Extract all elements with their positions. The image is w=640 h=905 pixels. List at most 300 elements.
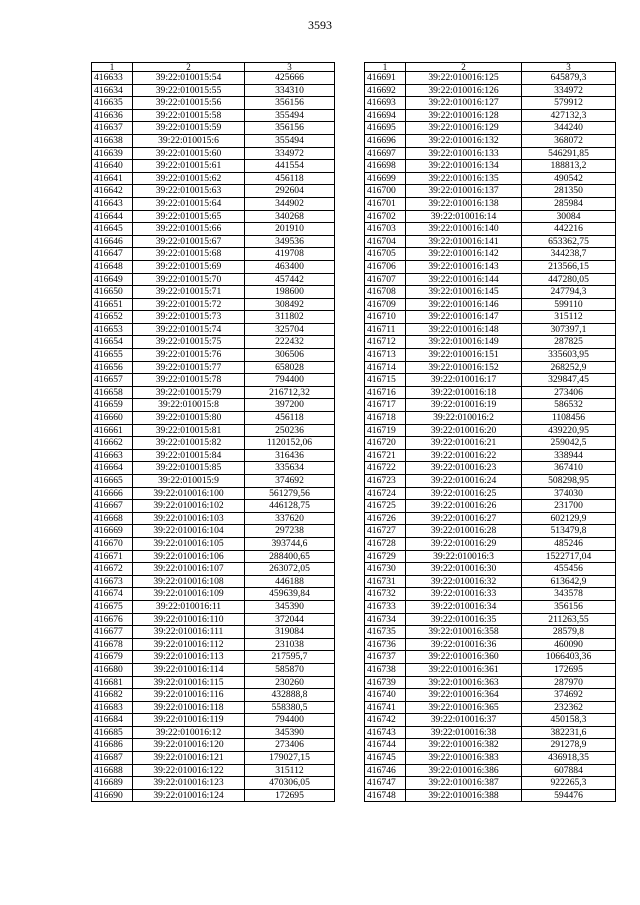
table-row: [365, 676, 616, 689]
row-number-cell: 416635: [92, 97, 133, 110]
row-number-cell: 416702: [365, 210, 406, 223]
table-row: [365, 500, 616, 513]
table-body-left: [92, 72, 335, 802]
row-number-cell: 416732: [365, 588, 406, 601]
table-row: [365, 122, 616, 135]
value-cell: 1120152,06: [245, 437, 335, 450]
cadastral-number-cell: 39:22:010016:125: [406, 72, 522, 85]
cadastral-number-cell: 39:22:010016:27: [406, 512, 522, 525]
cadastral-number-cell: 39:22:010015:75: [133, 336, 245, 349]
cadastral-number-cell: 39:22:010016:110: [133, 613, 245, 626]
table-row: [92, 197, 335, 210]
column-header-3: 3: [522, 63, 616, 72]
cadastral-number-cell: 39:22:010016:12: [133, 726, 245, 739]
value-cell: 546291,85: [522, 147, 616, 160]
value-cell: 315112: [522, 311, 616, 324]
value-cell: 427132,3: [522, 109, 616, 122]
table-row: [92, 311, 335, 324]
table-row: [365, 323, 616, 336]
row-number-cell: 416691: [365, 72, 406, 85]
value-cell: 268252,9: [522, 361, 616, 374]
table-row: [92, 638, 335, 651]
row-number-cell: 416699: [365, 172, 406, 185]
row-number-cell: 416707: [365, 273, 406, 286]
value-cell: 561279,56: [245, 487, 335, 500]
row-number-cell: 416716: [365, 386, 406, 399]
row-number-cell: 416717: [365, 399, 406, 412]
table-row: [92, 84, 335, 97]
value-cell: 456118: [245, 172, 335, 185]
cadastral-number-cell: 39:22:010016:358: [406, 626, 522, 639]
value-cell: 470306,05: [245, 777, 335, 790]
value-cell: 325704: [245, 323, 335, 336]
cadastral-number-cell: 39:22:010016:24: [406, 475, 522, 488]
table-row: [365, 172, 616, 185]
table-row: [92, 777, 335, 790]
table-row: [365, 600, 616, 613]
table-row: [365, 311, 616, 324]
row-number-cell: 416688: [92, 764, 133, 777]
row-number-cell: 416721: [365, 449, 406, 462]
cadastral-number-cell: 39:22:010015:69: [133, 260, 245, 273]
row-number-cell: 416643: [92, 197, 133, 210]
row-number-cell: 416667: [92, 500, 133, 513]
cadastral-number-cell: 39:22:010016:19: [406, 399, 522, 412]
value-cell: 446188: [245, 575, 335, 588]
value-cell: 335634: [245, 462, 335, 475]
cadastral-number-cell: 39:22:010016:38: [406, 726, 522, 739]
row-number-cell: 416657: [92, 374, 133, 387]
value-cell: 201910: [245, 223, 335, 236]
cadastral-number-cell: 39:22:010015:68: [133, 248, 245, 261]
table-row: [365, 689, 616, 702]
cadastral-number-cell: 39:22:010016:138: [406, 197, 522, 210]
row-number-cell: 416661: [92, 424, 133, 437]
table-row: [92, 500, 335, 513]
table-row: [92, 424, 335, 437]
table-row: [92, 248, 335, 261]
cadastral-number-cell: 39:22:010016:120: [133, 739, 245, 752]
table-row: [365, 487, 616, 500]
row-number-cell: 416712: [365, 336, 406, 349]
cadastral-number-cell: 39:22:010016:34: [406, 600, 522, 613]
table-row: [92, 752, 335, 765]
row-number-cell: 416686: [92, 739, 133, 752]
row-number-cell: 416728: [365, 537, 406, 550]
cadastral-number-cell: 39:22:010016:129: [406, 122, 522, 135]
cadastral-number-cell: 39:22:010016:17: [406, 374, 522, 387]
row-number-cell: 416740: [365, 689, 406, 702]
row-number-cell: 416663: [92, 449, 133, 462]
row-number-cell: 416701: [365, 197, 406, 210]
row-number-cell: 416736: [365, 638, 406, 651]
cadastral-number-cell: 39:22:010016:111: [133, 626, 245, 639]
row-number-cell: 416654: [92, 336, 133, 349]
table-row: [92, 588, 335, 601]
table-row: [92, 651, 335, 664]
cadastral-number-cell: 39:22:010016:108: [133, 575, 245, 588]
table-row: [92, 235, 335, 248]
row-number-cell: 416674: [92, 588, 133, 601]
cadastral-number-cell: 39:22:010016:151: [406, 349, 522, 362]
value-cell: 446128,75: [245, 500, 335, 513]
row-number-cell: 416727: [365, 525, 406, 538]
value-cell: 794400: [245, 374, 335, 387]
table-row: [92, 626, 335, 639]
cadastral-number-cell: 39:22:010015:55: [133, 84, 245, 97]
value-cell: 374030: [522, 487, 616, 500]
value-cell: 1108456: [522, 412, 616, 425]
cadastral-number-cell: 39:22:010016:127: [406, 97, 522, 110]
table-row: [92, 72, 335, 85]
cadastral-number-cell: 39:22:010016:109: [133, 588, 245, 601]
value-cell: 263072,05: [245, 563, 335, 576]
cadastral-number-cell: 39:22:010016:30: [406, 563, 522, 576]
cadastral-number-cell: 39:22:010015:76: [133, 349, 245, 362]
cadastral-number-cell: 39:22:010016:143: [406, 260, 522, 273]
value-cell: 442216: [522, 223, 616, 236]
table-row: [92, 563, 335, 576]
value-cell: 436918,35: [522, 752, 616, 765]
row-number-cell: 416693: [365, 97, 406, 110]
cadastral-number-cell: 39:22:010015:79: [133, 386, 245, 399]
value-cell: 922265,3: [522, 777, 616, 790]
table-row: [365, 210, 616, 223]
value-cell: 250236: [245, 424, 335, 437]
table-row: [365, 336, 616, 349]
value-cell: 344902: [245, 197, 335, 210]
cadastral-number-cell: 39:22:010016:126: [406, 84, 522, 97]
cadastral-number-cell: 39:22:010016:133: [406, 147, 522, 160]
value-cell: 393744,6: [245, 537, 335, 550]
table-row: [92, 336, 335, 349]
cadastral-number-cell: 39:22:010016:140: [406, 223, 522, 236]
row-number-cell: 416664: [92, 462, 133, 475]
value-cell: 558380,5: [245, 701, 335, 714]
table-row: [365, 374, 616, 387]
cadastral-number-cell: 39:22:010016:363: [406, 676, 522, 689]
cadastral-number-cell: 39:22:010016:146: [406, 298, 522, 311]
row-number-cell: 416671: [92, 550, 133, 563]
row-number-cell: 416692: [365, 84, 406, 97]
table-row: [92, 701, 335, 714]
column-header-1: 1: [92, 63, 133, 72]
value-cell: 259042,5: [522, 437, 616, 450]
cadastral-number-cell: 39:22:010015:61: [133, 160, 245, 173]
cadastral-number-cell: 39:22:010016:387: [406, 777, 522, 790]
value-cell: 658028: [245, 361, 335, 374]
table-row: [92, 134, 335, 147]
cadastral-number-cell: 39:22:010016:28: [406, 525, 522, 538]
value-cell: 356156: [522, 600, 616, 613]
value-cell: 337620: [245, 512, 335, 525]
row-number-cell: 416729: [365, 550, 406, 563]
value-cell: 345390: [245, 600, 335, 613]
value-cell: 30084: [522, 210, 616, 223]
value-cell: 198600: [245, 286, 335, 299]
table-row: [92, 273, 335, 286]
page-number: 3593: [308, 18, 332, 32]
row-number-cell: 416697: [365, 147, 406, 160]
row-number-cell: 416648: [92, 260, 133, 273]
table-row: [365, 789, 616, 802]
row-number-cell: 416714: [365, 361, 406, 374]
row-number-cell: 416670: [92, 537, 133, 550]
column-header-2: 2: [406, 63, 522, 72]
value-cell: 355494: [245, 134, 335, 147]
table-row: [365, 512, 616, 525]
row-number-cell: 416641: [92, 172, 133, 185]
row-number-cell: 416642: [92, 185, 133, 198]
row-number-cell: 416708: [365, 286, 406, 299]
value-cell: 459639,84: [245, 588, 335, 601]
row-number-cell: 416694: [365, 109, 406, 122]
row-number-cell: 416695: [365, 122, 406, 135]
value-cell: 419708: [245, 248, 335, 261]
cadastral-number-cell: 39:22:010016:106: [133, 550, 245, 563]
table-row: [365, 386, 616, 399]
table-row: [92, 97, 335, 110]
table-row: [92, 286, 335, 299]
row-number-cell: 416638: [92, 134, 133, 147]
cadastral-number-cell: 39:22:010016:121: [133, 752, 245, 765]
row-number-cell: 416746: [365, 764, 406, 777]
value-cell: 338944: [522, 449, 616, 462]
table-row: [365, 399, 616, 412]
value-cell: 579912: [522, 97, 616, 110]
value-cell: 287825: [522, 336, 616, 349]
value-cell: 232362: [522, 701, 616, 714]
value-cell: 345390: [245, 726, 335, 739]
row-number-cell: 416684: [92, 714, 133, 727]
cadastral-number-cell: 39:22:010016:29: [406, 537, 522, 550]
cadastral-number-cell: 39:22:010016:364: [406, 689, 522, 702]
table-row: [365, 298, 616, 311]
cadastral-number-cell: 39:22:010016:134: [406, 160, 522, 173]
cadastral-number-cell: 39:22:010016:104: [133, 525, 245, 538]
row-number-cell: 416636: [92, 109, 133, 122]
table-row: [92, 185, 335, 198]
cadastral-number-cell: 39:22:010015:54: [133, 72, 245, 85]
table-row: [365, 752, 616, 765]
value-cell: 1522717,04: [522, 550, 616, 563]
cadastral-number-cell: 39:22:010015:72: [133, 298, 245, 311]
table-row: [92, 525, 335, 538]
row-number-cell: 416683: [92, 701, 133, 714]
row-number-cell: 416665: [92, 475, 133, 488]
value-cell: 316436: [245, 449, 335, 462]
table-row: [365, 286, 616, 299]
row-number-cell: 416748: [365, 789, 406, 802]
table-row: [365, 223, 616, 236]
value-cell: 490542: [522, 172, 616, 185]
cadastral-number-cell: 39:22:010015:58: [133, 109, 245, 122]
row-number-cell: 416739: [365, 676, 406, 689]
table-row: [92, 487, 335, 500]
cadastral-number-cell: 39:22:010015:60: [133, 147, 245, 160]
value-cell: 222432: [245, 336, 335, 349]
value-cell: 456118: [245, 412, 335, 425]
value-cell: 372044: [245, 613, 335, 626]
cadastral-number-cell: 39:22:010016:148: [406, 323, 522, 336]
table-row: [92, 575, 335, 588]
table-row: [365, 638, 616, 651]
cadastral-number-cell: 39:22:010016:18: [406, 386, 522, 399]
row-number-cell: 416676: [92, 613, 133, 626]
cadastral-number-cell: 39:22:010016:361: [406, 663, 522, 676]
cadastral-number-cell: 39:22:010016:145: [406, 286, 522, 299]
table-row: [365, 349, 616, 362]
value-cell: 335603,95: [522, 349, 616, 362]
table-row: [365, 475, 616, 488]
row-number-cell: 416733: [365, 600, 406, 613]
table-row: [92, 764, 335, 777]
cadastral-number-cell: 39:22:010015:74: [133, 323, 245, 336]
cadastral-number-cell: 39:22:010015:80: [133, 412, 245, 425]
cadastral-number-cell: 39:22:010016:14: [406, 210, 522, 223]
cadastral-number-cell: 39:22:010015:65: [133, 210, 245, 223]
cadastral-number-cell: 39:22:010016:21: [406, 437, 522, 450]
row-number-cell: 416747: [365, 777, 406, 790]
value-cell: 425666: [245, 72, 335, 85]
table-row: [365, 109, 616, 122]
value-cell: 172695: [522, 663, 616, 676]
cadastral-number-cell: 39:22:010016:142: [406, 248, 522, 261]
row-number-cell: 416709: [365, 298, 406, 311]
cadastral-number-cell: 39:22:010015:62: [133, 172, 245, 185]
row-number-cell: 416682: [92, 689, 133, 702]
table-row: [365, 462, 616, 475]
row-number-cell: 416659: [92, 399, 133, 412]
value-cell: 334310: [245, 84, 335, 97]
value-cell: 247794,3: [522, 286, 616, 299]
table-row: [92, 160, 335, 173]
row-number-cell: 416651: [92, 298, 133, 311]
cadastral-number-cell: 39:22:010016:25: [406, 487, 522, 500]
row-number-cell: 416745: [365, 752, 406, 765]
row-number-cell: 416655: [92, 349, 133, 362]
cadastral-number-cell: 39:22:010016:386: [406, 764, 522, 777]
cadastral-number-cell: 39:22:010015:81: [133, 424, 245, 437]
table-row: [92, 147, 335, 160]
value-cell: 315112: [245, 764, 335, 777]
row-number-cell: 416734: [365, 613, 406, 626]
row-number-cell: 416703: [365, 223, 406, 236]
table-row: [92, 399, 335, 412]
row-number-cell: 416720: [365, 437, 406, 450]
table-row: [365, 197, 616, 210]
row-number-cell: 416656: [92, 361, 133, 374]
row-number-cell: 416645: [92, 223, 133, 236]
row-number-cell: 416679: [92, 651, 133, 664]
table-row: [365, 588, 616, 601]
table-row: [92, 550, 335, 563]
cadastral-number-cell: 39:22:010015:70: [133, 273, 245, 286]
table-row: [92, 739, 335, 752]
row-number-cell: 416705: [365, 248, 406, 261]
table-row: [92, 361, 335, 374]
value-cell: 374692: [245, 475, 335, 488]
table-row: [365, 613, 616, 626]
cadastral-number-cell: 39:22:010016:103: [133, 512, 245, 525]
cadastral-number-cell: 39:22:010016:116: [133, 689, 245, 702]
cadastral-number-cell: 39:22:010015:63: [133, 185, 245, 198]
cadastral-number-cell: 39:22:010015:6: [133, 134, 245, 147]
value-cell: 356156: [245, 122, 335, 135]
row-number-cell: 416658: [92, 386, 133, 399]
row-number-cell: 416680: [92, 663, 133, 676]
table-body-right: [365, 72, 616, 802]
cadastral-number-cell: 39:22:010016:105: [133, 537, 245, 550]
row-number-cell: 416634: [92, 84, 133, 97]
table-row: [365, 437, 616, 450]
value-cell: 343578: [522, 588, 616, 601]
row-number-cell: 416735: [365, 626, 406, 639]
table-row: [365, 537, 616, 550]
cadastral-number-cell: 39:22:010016:124: [133, 789, 245, 802]
cadastral-number-cell: 39:22:010015:67: [133, 235, 245, 248]
table-row: [365, 273, 616, 286]
cadastral-number-cell: 39:22:010015:59: [133, 122, 245, 135]
row-number-cell: 416724: [365, 487, 406, 500]
cadastral-number-cell: 39:22:010015:77: [133, 361, 245, 374]
value-cell: 653362,75: [522, 235, 616, 248]
table-row: [92, 349, 335, 362]
row-number-cell: 416639: [92, 147, 133, 160]
table-row: [92, 323, 335, 336]
table-row: [365, 626, 616, 639]
cadastral-number-cell: 39:22:010016:152: [406, 361, 522, 374]
cadastral-table-left: [91, 62, 335, 802]
cadastral-number-cell: 39:22:010015:64: [133, 197, 245, 210]
cadastral-number-cell: 39:22:010015:73: [133, 311, 245, 324]
value-cell: 585870: [245, 663, 335, 676]
value-cell: 613642,9: [522, 575, 616, 588]
table-row: [92, 714, 335, 727]
value-cell: 307397,1: [522, 323, 616, 336]
cadastral-number-cell: 39:22:010015:84: [133, 449, 245, 462]
table-row: [92, 613, 335, 626]
cadastral-number-cell: 39:22:010016:144: [406, 273, 522, 286]
value-cell: 599110: [522, 298, 616, 311]
table-row: [365, 563, 616, 576]
value-cell: 179027,15: [245, 752, 335, 765]
cadastral-number-cell: 39:22:010015:9: [133, 475, 245, 488]
row-number-cell: 416744: [365, 739, 406, 752]
value-cell: 349536: [245, 235, 335, 248]
value-cell: 602129,9: [522, 512, 616, 525]
cadastral-number-cell: 39:22:010016:26: [406, 500, 522, 513]
cadastral-number-cell: 39:22:010016:114: [133, 663, 245, 676]
value-cell: 794400: [245, 714, 335, 727]
row-number-cell: 416637: [92, 122, 133, 135]
table-row: [92, 109, 335, 122]
value-cell: 594476: [522, 789, 616, 802]
value-cell: 291278,9: [522, 739, 616, 752]
cadastral-number-cell: 39:22:010016:35: [406, 613, 522, 626]
cadastral-number-cell: 39:22:010016:32: [406, 575, 522, 588]
value-cell: 368072: [522, 134, 616, 147]
table-row: [92, 437, 335, 450]
table-header-row: [92, 63, 335, 72]
value-cell: 273406: [522, 386, 616, 399]
table-row: [92, 462, 335, 475]
table-row: [92, 726, 335, 739]
cadastral-number-cell: 39:22:010016:135: [406, 172, 522, 185]
cadastral-number-cell: 39:22:010016:100: [133, 487, 245, 500]
cadastral-number-cell: 39:22:010016:36: [406, 638, 522, 651]
row-number-cell: 416710: [365, 311, 406, 324]
